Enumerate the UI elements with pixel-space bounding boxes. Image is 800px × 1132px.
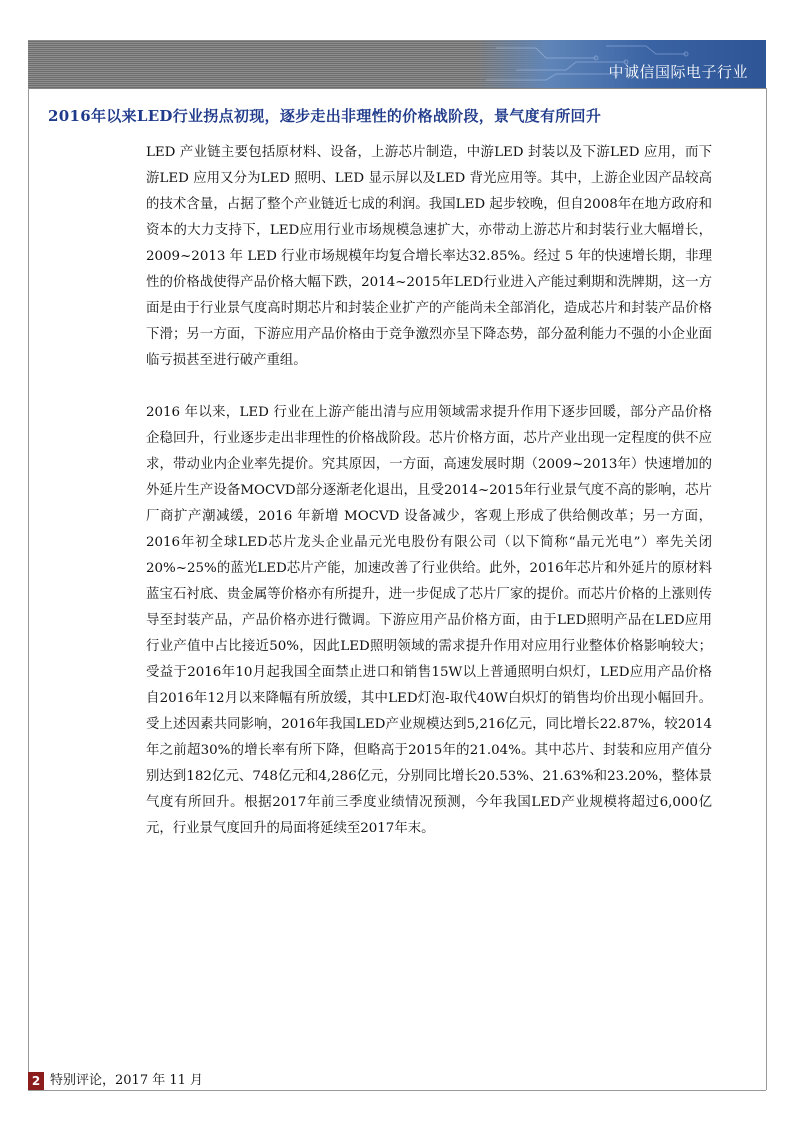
page-header (28, 40, 766, 88)
article-body (146, 140, 712, 842)
footer-rule (28, 1090, 766, 1091)
section-heading: 2016年以来LED行业拐点初现，逐步走出非理性的价格战阶段，景气度有所回升 (48, 107, 602, 125)
header-title: 中诚信国际电子行业 (608, 63, 748, 81)
paragraph-1: LED 产业链主要包括原材料、设备，上游芯片制造，中游LED 封装以及下游LED 应用，而下游LED 应用又分为LED 照明、LED 显示屏以及LED 背光应用等。其中，上游企业因产品较高的技术含量，占据了整个产业链近七成的利润。我国LED 起步较晚，但自2008年在地方政府和资本的大力支持下，LED应用行业市场规模急速扩大，亦带动上游芯片和封装行业大幅增长，2009~2013 年 LED 行业市场规模年均复合增长率达32.85%。经过 5 年的快速增长期，非理性的价格战使得产品价格大幅下跌，2014~2015年LED行业进入产能过剩期和洗牌期，这一方面是由于行业景气度高时期芯片和封装企业扩产的产能尚未全部消化，造成芯片和封装产品价格下滑；另一方面，下游应用产品价格由于竞争激烈亦呈下降态势，部分盈利能力不强的小企业面临亏损甚至进行破产重组。 (146, 145, 712, 368)
left-margin-rule (28, 88, 29, 1090)
footer-text: 特别评论，2017 年 11 月 (50, 1073, 204, 1088)
header-banner (476, 40, 766, 88)
paragraph-2: 2016 年以来，LED 行业在上游产能出清与应用领域需求提升作用下逐步回暖，部分产品价格企稳回升，行业逐步走出非理性的价格战阶段。芯片价格方面，芯片产业出现一定程度的供不应求，带动业内企业率先提价。究其原因，一方面，高速发展时期（2009~2013年）快速增加的外延片生产设备MOCVD部分逐渐老化退出，且受2014~2015年行业景气度不高的影响，芯片厂商扩产潮减缓，2016 年新增 MOCVD 设备减少，客观上形成了供给侧改革；另一方面，2016年初全球LED芯片龙头企业晶元光电股份有限公司（以下简称“晶元光电”）率先关闭20%~25%的蓝光LED芯片产能，加速改善了行业供给。此外，2016年芯片和外延片的原材料蓝宝石衬底、贵金属等价格亦有所提升，进一步促成了芯片厂家的提价。而芯片价格的上涨则传导至封装产品，产品价格亦进行微调。下游应用产品价格方面，由于LED照明产品在LED应用行业产值中占比接近50%，因此LED照明领域的需求提升作用对应用行业整体价格影响较大；受益于2016年10月起我国全面禁止进口和销售15W以上普通照明白炽灯，LED应用产品价格自2016年12月以来降幅有所放缓，其中LED灯泡-取代40W白炽灯的销售均价出现小幅回升。受上述因素共同影响，2016年我国LED产业规模达到5,216亿元，同比增长22.87%，较2014年之前超30%的增长率有所下降，但略高于2015年的21.04%。其中芯片、封装和应用产值分别达到182亿元、748亿元和4,286亿元，分别同比增长20.53%、21.63%和23.20%，整体景气度有所回升。根据2017年前三季度业绩情况预测，今年我国LED产业规模将超过6,000亿元，行业景气度回升的局面将延续至2017年末。 (146, 405, 712, 836)
page-number: 2 (28, 1072, 44, 1090)
header-rule (28, 88, 766, 89)
right-margin-rule (766, 88, 767, 1090)
